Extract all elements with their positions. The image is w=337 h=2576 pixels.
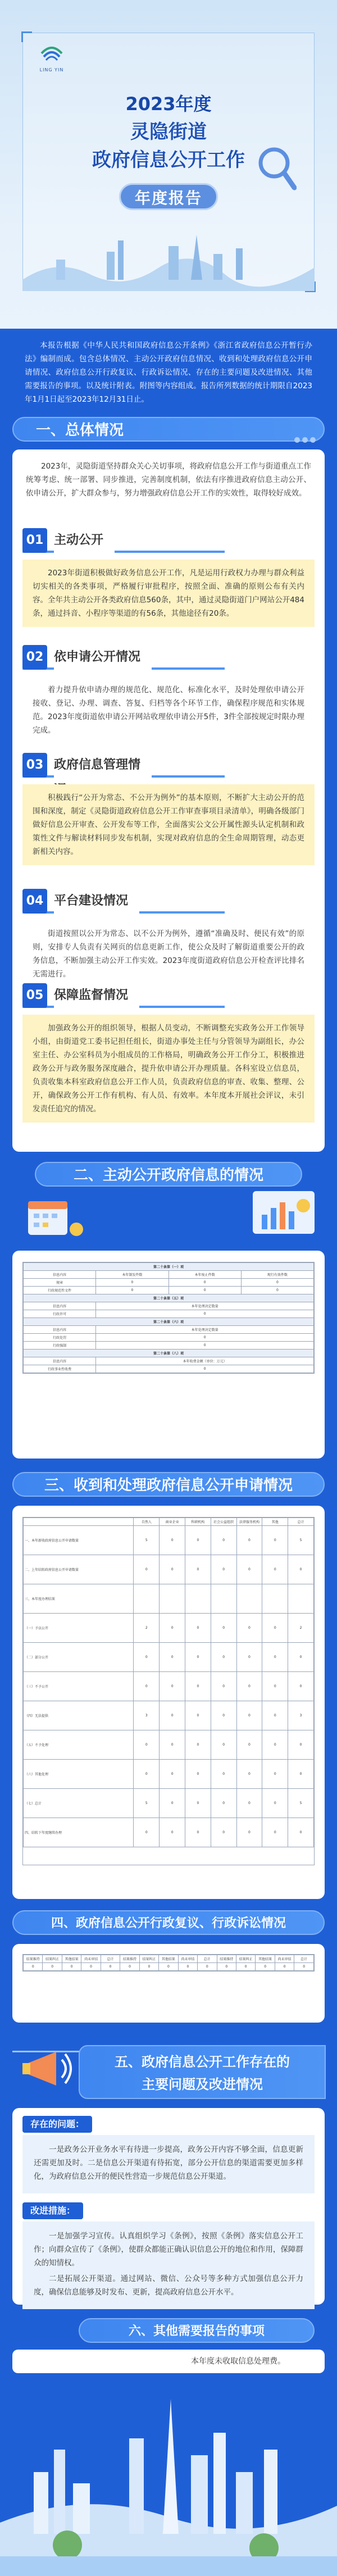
table-header-cell: 尚未审结 — [81, 1955, 101, 1963]
section-3-title: 三、收到和处理政府信息公开申请情况 — [44, 1477, 293, 1494]
table-cell: 0 — [294, 1963, 314, 1971]
table-cell: 0 — [236, 1614, 262, 1643]
table-cell: 0 — [134, 1818, 160, 1847]
sub-title: 平台建设情况 — [54, 889, 139, 914]
table-cell: 0 — [211, 1614, 236, 1643]
table-cell: 0 — [198, 1963, 217, 1971]
table-cell: 三、本年度办理结果 — [24, 1584, 134, 1614]
sub-number: 04 — [22, 889, 47, 914]
table-header-cell: 本年废止件数 — [168, 1271, 241, 1279]
table-header-cell: 信息内容 — [24, 1357, 96, 1365]
table-cell: 0 — [160, 1672, 185, 1701]
improve-text-1: 一是加强学习宣传。认真组织学习《条例》，按照《条例》落实信息公开工作；向群众宣传了《条例》，使群众都能正确认识信息公开的地位和作用，保障群众的知情权。 — [34, 2232, 303, 2268]
table-header-cell: 商业企业 — [160, 1518, 185, 1526]
table-header-cell: 结果纠正 — [236, 1955, 255, 1963]
table-row — [24, 1555, 314, 1584]
logo-text: LING YIN — [39, 67, 64, 72]
table-cell: 3 — [288, 1701, 314, 1730]
table-cell: 0 — [134, 1643, 160, 1672]
sub-body-02 — [22, 676, 315, 744]
table-row — [24, 1310, 314, 1318]
table-cell: （二）部分公开 — [24, 1643, 134, 1672]
table-cell: 0 — [96, 1279, 168, 1287]
table-cell: 0 — [236, 1701, 262, 1730]
table-section-row — [24, 1350, 314, 1357]
table-header-row — [24, 1357, 314, 1365]
table-cell: 0 — [185, 1526, 211, 1555]
table-cell: 0 — [211, 1818, 236, 1847]
sub-body-04 — [22, 920, 315, 988]
table-cell: 0 — [262, 1730, 288, 1760]
table-cell: 0 — [262, 1789, 288, 1818]
problems-body — [22, 2135, 315, 2193]
table-cell: 0 — [185, 1614, 211, 1643]
improve-text-2: 二是拓展公开渠道。通过网站、微信、公众号等多种方式加强信息公开力度，确保信息能够及时发布、更新，提高政府信息公开水平。 — [34, 2274, 303, 2297]
table-cell: 0 — [262, 1701, 288, 1730]
table-header-cell: 其他结果 — [159, 1955, 178, 1963]
table-row — [24, 1614, 314, 1643]
table-header-cell: 结果维持 — [217, 1955, 236, 1963]
table-section-title: 第二十条第（六）项 — [24, 1318, 314, 1326]
table-cell: 0 — [262, 1614, 288, 1643]
table-cell: 0 — [211, 1643, 236, 1672]
table-header-cell: 信息内容 — [24, 1326, 96, 1334]
table-cell: 0 — [262, 1526, 288, 1555]
section-3-table — [22, 1517, 315, 1865]
table-header-cell: 科研机构 — [185, 1518, 211, 1526]
table-section-row — [24, 1318, 314, 1326]
table-cell: 0 — [178, 1963, 197, 1971]
table-cell: 二、上年结转政府信息公开申请数量 — [24, 1555, 134, 1584]
table-cell: 5 — [134, 1789, 160, 1818]
table-cell: 0 — [262, 1643, 288, 1672]
hero-banner — [0, 0, 337, 329]
table-header-cell: 总计 — [198, 1955, 217, 1963]
sub-text: 积极践行“公开为常态、不公开为例外”的基本原则，不断扩大主动公开的范围和深度，制定《灵隐街道政府信息公开工作审查事项目录清单》，明确各级部门做好信息公开审查、公开发布等工作，全面落实公文公开属性源头认定机制和政策性文件与解读材料同步发布机制，实现对政府信息的全生命周期管理，动态更新相关内容。 — [33, 793, 304, 856]
section-4-table — [22, 1954, 315, 1971]
proactive-disclosure-table — [23, 1262, 314, 1373]
table-cell — [236, 1584, 262, 1614]
table-cell: 2 — [288, 1614, 314, 1643]
table-cell: 0 — [236, 1963, 255, 1971]
table-cell: 0 — [288, 1760, 314, 1789]
section-2-table — [22, 1262, 315, 1374]
table-row — [24, 1365, 314, 1373]
table-cell: 0 — [185, 1672, 211, 1701]
table-cell: 0 — [211, 1760, 236, 1789]
section-1-heading — [12, 417, 325, 442]
table-cell: 0 — [236, 1555, 262, 1584]
sub-heading-04 — [22, 889, 152, 914]
table-cell: 0 — [241, 1287, 313, 1294]
table-row — [24, 1730, 314, 1760]
section-5-title-line-2: 主要问题及改进情况 — [142, 2077, 263, 2092]
sub-body-01 — [22, 560, 315, 627]
table-cell: 0 — [81, 1963, 101, 1971]
sub-text: 着力提升依申请办理的规范化、规范化、标准化水平，及时处理依申请公开接收、登记、办理、调查、答复、归档等各个环节工作，确保程序规范和实体规范。2023年度街道依申请公开网站收理依申请公开5件，3件全部按规定时限办理完成。 — [33, 685, 304, 735]
table-section-row — [24, 1263, 314, 1271]
sub-title: 依申请公开情况 — [54, 645, 152, 670]
table-cell: 0 — [159, 1963, 178, 1971]
sub-text: 2023年街道积极做好政务信息公开工作，凡是运用行政权力办理与群众利益切实相关的各类事项，严格履行审批程序，按照全面、准确的原则公布有关内容。全年共主动公开各类政府信息560条，其中，通过灵隐街道门户网站公开484条，通过抖音、小程序等渠道的有56条，其他途径有20条。 — [33, 569, 304, 618]
table-cell: 0 — [236, 1789, 262, 1818]
table-cell: 0 — [256, 1963, 275, 1971]
section-5-title-line-1: 五、政府信息公开工作存在的 — [115, 2054, 290, 2070]
heading-dots-icon — [292, 426, 316, 451]
analytics-illustration-icon — [247, 1185, 326, 1247]
table-cell: 5 — [288, 1789, 314, 1818]
table-cell: 0 — [160, 1526, 185, 1555]
table-cell: 0 — [236, 1818, 262, 1847]
table-section-title: 第二十条第（八）项 — [24, 1350, 314, 1357]
table-cell: 0 — [241, 1279, 313, 1287]
table-cell: 0 — [288, 1643, 314, 1672]
section-3-heading — [12, 1472, 325, 1497]
sub-heading-01 — [22, 528, 152, 553]
table-cell: 0 — [236, 1730, 262, 1760]
sub-title: 保障监督情况 — [54, 983, 139, 1008]
table-cell: 0 — [134, 1555, 160, 1584]
table-section-row — [24, 1294, 314, 1302]
improve-tag: 改进措施： — [22, 2202, 83, 2219]
table-cell: 0 — [96, 1334, 314, 1342]
sub-number: 03 — [22, 753, 47, 778]
table-cell: 行政处罚 — [24, 1334, 96, 1342]
table-cell: 0 — [211, 1730, 236, 1760]
sub-heading-02 — [22, 645, 152, 670]
table-cell: 0 — [134, 1760, 160, 1789]
table-header-cell: 结果维持 — [24, 1955, 43, 1963]
table-section-title: 第二十条第（五）项 — [24, 1294, 314, 1302]
table-cell: 0 — [211, 1672, 236, 1701]
table-row — [24, 1963, 314, 1971]
section-6-title: 六、其他需要报告的事项 — [128, 2324, 265, 2338]
section-2-heading — [35, 1162, 302, 1187]
table-header-cell: 本年处理决定数量 — [96, 1302, 314, 1310]
table-cell: 0 — [211, 1555, 236, 1584]
table-row — [24, 1701, 314, 1730]
section-4-heading — [12, 1910, 325, 1935]
table-cell: 行政强制 — [24, 1342, 96, 1350]
table-cell: 0 — [236, 1760, 262, 1789]
sub-number: 01 — [22, 528, 47, 553]
table-row — [24, 1818, 314, 1847]
sub-heading-03 — [22, 753, 152, 778]
table-cell: 规章 — [24, 1279, 96, 1287]
section-1-overview — [12, 449, 325, 500]
table-cell: 0 — [96, 1342, 314, 1350]
table-row — [24, 1279, 314, 1287]
table-row — [24, 1672, 314, 1701]
section-1-title: 一、总体情况 — [36, 422, 124, 439]
table-cell: （三）不予公开 — [24, 1672, 134, 1701]
lingyin-logo-icon — [39, 41, 64, 63]
table-header-cell: 其他结果 — [256, 1955, 275, 1963]
table-row — [24, 1584, 314, 1614]
table-cell: 0 — [134, 1730, 160, 1760]
table-cell: 0 — [185, 1818, 211, 1847]
table-header-cell: 尚未审结 — [275, 1955, 294, 1963]
table-cell — [134, 1584, 160, 1614]
table-cell: 0 — [185, 1730, 211, 1760]
table-row — [24, 1334, 314, 1342]
table-cell: （六）其他处理 — [24, 1760, 134, 1789]
review-litigation-table — [23, 1955, 314, 1971]
table-row — [24, 1287, 314, 1294]
table-header-row — [24, 1518, 314, 1526]
table-cell: 0 — [275, 1963, 294, 1971]
table-header-cell: 尚未审结 — [178, 1955, 197, 1963]
table-cell: 0 — [96, 1310, 314, 1318]
table-header-cell: 自然人 — [134, 1518, 160, 1526]
table-cell: 0 — [262, 1760, 288, 1789]
table-row — [24, 1342, 314, 1350]
table-row — [24, 1526, 314, 1555]
intro-paragraph — [0, 329, 337, 413]
sub-body-03 — [22, 784, 315, 865]
table-header-cell: 结果纠正 — [43, 1955, 62, 1963]
table-header-cell: 信息内容 — [24, 1302, 96, 1310]
problems-tag: 存在的问题： — [22, 2116, 92, 2133]
table-header-cell: 总计 — [101, 1955, 120, 1963]
sub-title: 主动公开 — [54, 528, 115, 553]
table-cell: 0 — [120, 1963, 139, 1971]
table-cell: 5 — [288, 1526, 314, 1555]
table-header-cell: 本年收费金额（单位：万元） — [96, 1357, 314, 1365]
table-cell: 四、结转下年度继续办理 — [24, 1818, 134, 1847]
table-cell — [288, 1584, 314, 1614]
table-header-cell: 总计 — [288, 1518, 314, 1526]
table-cell: 0 — [134, 1672, 160, 1701]
table-cell: 0 — [185, 1701, 211, 1730]
skyline-illustration-icon — [22, 218, 315, 291]
table-cell: 0 — [168, 1279, 241, 1287]
table-cell: （七）总计 — [24, 1789, 134, 1818]
table-cell: 2 — [134, 1614, 160, 1643]
table-cell: 0 — [62, 1963, 81, 1971]
table-header-cell: 本年制发件数 — [96, 1271, 168, 1279]
table-cell: 0 — [236, 1643, 262, 1672]
table-header-row — [24, 1302, 314, 1310]
table-cell: 0 — [211, 1789, 236, 1818]
sub-underline — [22, 551, 225, 553]
magnifier-icon — [257, 146, 297, 191]
table-cell: 0 — [160, 1555, 185, 1584]
table-cell — [160, 1584, 185, 1614]
sub-text: 加强政务公开的组织领导，根据人员变动，不断调整充实政务公开工作领导小组，由街道党工委书记担任组长，街道办事处主任与分管领导为副组长，办公室主任、办公室科员为小组成员的工作格局，明确政务公开工作分工，积极推进政务公开与政务服务深度融合，提升依申请公开办理质量。各科室设立信息员，负责收集本科室政府信息公开工作人员，负责政府信息的审查、收集、整理、公开，确保政务公开工作有机构、有人员、有效率。本年度本开展社会评议，未引发责任追究的情况。 — [33, 1024, 304, 1114]
table-header-cell — [24, 1518, 134, 1526]
table-header-cell: 其他 — [262, 1518, 288, 1526]
table-cell: 0 — [101, 1963, 120, 1971]
table-cell: 0 — [160, 1818, 185, 1847]
title-line-1: 灵隐街道 — [130, 121, 207, 143]
table-cell: 3 — [134, 1701, 160, 1730]
section-5-heading — [79, 2045, 326, 2099]
table-cell: （五）不予处理 — [24, 1730, 134, 1760]
table-cell: 0 — [217, 1963, 236, 1971]
table-cell: 0 — [262, 1555, 288, 1584]
table-cell: 0 — [139, 1963, 158, 1971]
table-header-row — [24, 1271, 314, 1279]
table-cell — [262, 1584, 288, 1614]
table-cell: 行政许可 — [24, 1310, 96, 1318]
table-cell: 行政事业性收费 — [24, 1365, 96, 1373]
title-line-2: 政府信息公开工作 — [92, 149, 245, 171]
table-cell: 0 — [160, 1760, 185, 1789]
overview-text: 2023年，灵隐街道坚持群众关心关切事项，将政府信息公开工作与街道重点工作统筹考虑、统一部署、同步推进，完善制度机制，依法有序推进政府信息主动公开、依申请公开，扩大群众参与，努力增强政府信息公开工作的实效性，取得较好成效。 — [26, 462, 311, 498]
table-header-cell: 法律服务机构 — [236, 1518, 262, 1526]
table-header-row — [24, 1955, 314, 1963]
table-header-cell: 结果维持 — [120, 1955, 139, 1963]
table-cell: 0 — [43, 1963, 62, 1971]
table-cell: 0 — [160, 1730, 185, 1760]
table-cell — [211, 1584, 236, 1614]
table-cell: 0 — [185, 1789, 211, 1818]
table-header-row — [24, 1326, 314, 1334]
application-handling-table — [23, 1518, 314, 1847]
table-cell: （四）无法提供 — [24, 1701, 134, 1730]
table-cell: 0 — [288, 1555, 314, 1584]
table-cell: 0 — [211, 1526, 236, 1555]
table-cell: 0 — [160, 1614, 185, 1643]
table-header-cell: 其他结果 — [62, 1955, 81, 1963]
improve-body — [22, 2221, 315, 2309]
sub-body-05 — [22, 1015, 315, 1123]
table-cell: 0 — [168, 1287, 241, 1294]
annual-report-badge: 年度报告 — [119, 183, 218, 210]
calendar-illustration-icon — [22, 1193, 90, 1244]
section-4-title: 四、政府信息公开行政复议、行政诉讼情况 — [51, 1916, 286, 1930]
report-year: 2023年度 — [125, 93, 212, 115]
table-cell: 0 — [160, 1701, 185, 1730]
table-header-cell: 总计 — [294, 1955, 314, 1963]
megaphone-illustration-icon — [17, 2035, 79, 2102]
table-cell: 0 — [185, 1643, 211, 1672]
table-cell: （一）予以公开 — [24, 1614, 134, 1643]
table-cell: 0 — [262, 1818, 288, 1847]
table-cell: 0 — [24, 1963, 43, 1971]
intro-text: 本报告根据《中华人民共和国政府信息公开条例》《浙江省政府信息公开暂行办法》编制而成。包含总体情况、主动公开政府信息情况、收到和处理政府信息公开申请情况、政府信息公开行政复议、行政诉讼情况、存在的主要问题及改进情况、其他需要报告的事项。以及统计附表。附图等内容组成。报告所列数据的统计期限自2023年1月1日起至2023年12月31日止。 — [25, 341, 312, 404]
section-2-title: 二、主动公开政府信息的情况 — [73, 1167, 263, 1184]
table-row — [24, 1643, 314, 1672]
sub-title: 政府信息管理情 — [54, 753, 152, 778]
table-header-cell: 现行有效件数 — [241, 1271, 313, 1279]
table-cell: 行政规范性文件 — [24, 1287, 96, 1294]
table-cell: 0 — [185, 1760, 211, 1789]
table-cell: 0 — [288, 1818, 314, 1847]
table-header-cell: 结果纠正 — [139, 1955, 158, 1963]
table-cell: 5 — [134, 1526, 160, 1555]
table-cell: 0 — [160, 1789, 185, 1818]
table-cell: 0 — [96, 1287, 168, 1294]
city-skyline-footer-icon — [0, 2377, 337, 2576]
sub-text: 街道按照以公开为常态、以不公开为例外，遵循“准确及时、便民有效”的原则，安排专人负责有关网页的信息更新工作，使公众及时了解街道重要公开的政务信息，不断加强主动公开工作实效。2023年度街道政府信息公开检查评比排名无需进行。 — [33, 929, 304, 979]
table-cell: 0 — [288, 1730, 314, 1760]
table-cell: 一、本年新收政府信息公开申请数量 — [24, 1526, 134, 1555]
table-row — [24, 1760, 314, 1789]
table-header-cell: 本年处理决定数量 — [96, 1326, 314, 1334]
table-row — [24, 1789, 314, 1818]
table-cell: 0 — [211, 1701, 236, 1730]
sub-heading-05 — [22, 983, 152, 1008]
table-cell: 0 — [185, 1555, 211, 1584]
sub-number: 05 — [22, 983, 47, 1008]
table-cell: 0 — [96, 1365, 314, 1373]
table-cell — [185, 1584, 211, 1614]
table-cell: 0 — [262, 1672, 288, 1701]
table-header-cell: 社会公益组织 — [211, 1518, 236, 1526]
section-6-heading — [79, 2318, 315, 2343]
table-section-title: 第二十条第（一）项 — [24, 1263, 314, 1271]
logo — [32, 41, 71, 72]
section-6-card — [12, 2350, 325, 2373]
table-cell: 0 — [236, 1672, 262, 1701]
table-cell: 0 — [160, 1643, 185, 1672]
table-cell: 0 — [288, 1672, 314, 1701]
table-header-cell: 信息内容 — [24, 1271, 96, 1279]
sub-number: 02 — [22, 645, 47, 670]
problems-text: 一是政务公开业务水平有待进一步提高，政务公开内容不够全面，信息更新还需更加及时。二是信息公开渠道有待拓宽，部分公开信息的渠道需要更加多样化，为政府信息公开的便民性营造一步规范信息公开渠道。 — [34, 2145, 303, 2181]
section-6-note: 本年度未收取信息处理费。 — [191, 2357, 285, 2366]
table-cell: 0 — [236, 1526, 262, 1555]
